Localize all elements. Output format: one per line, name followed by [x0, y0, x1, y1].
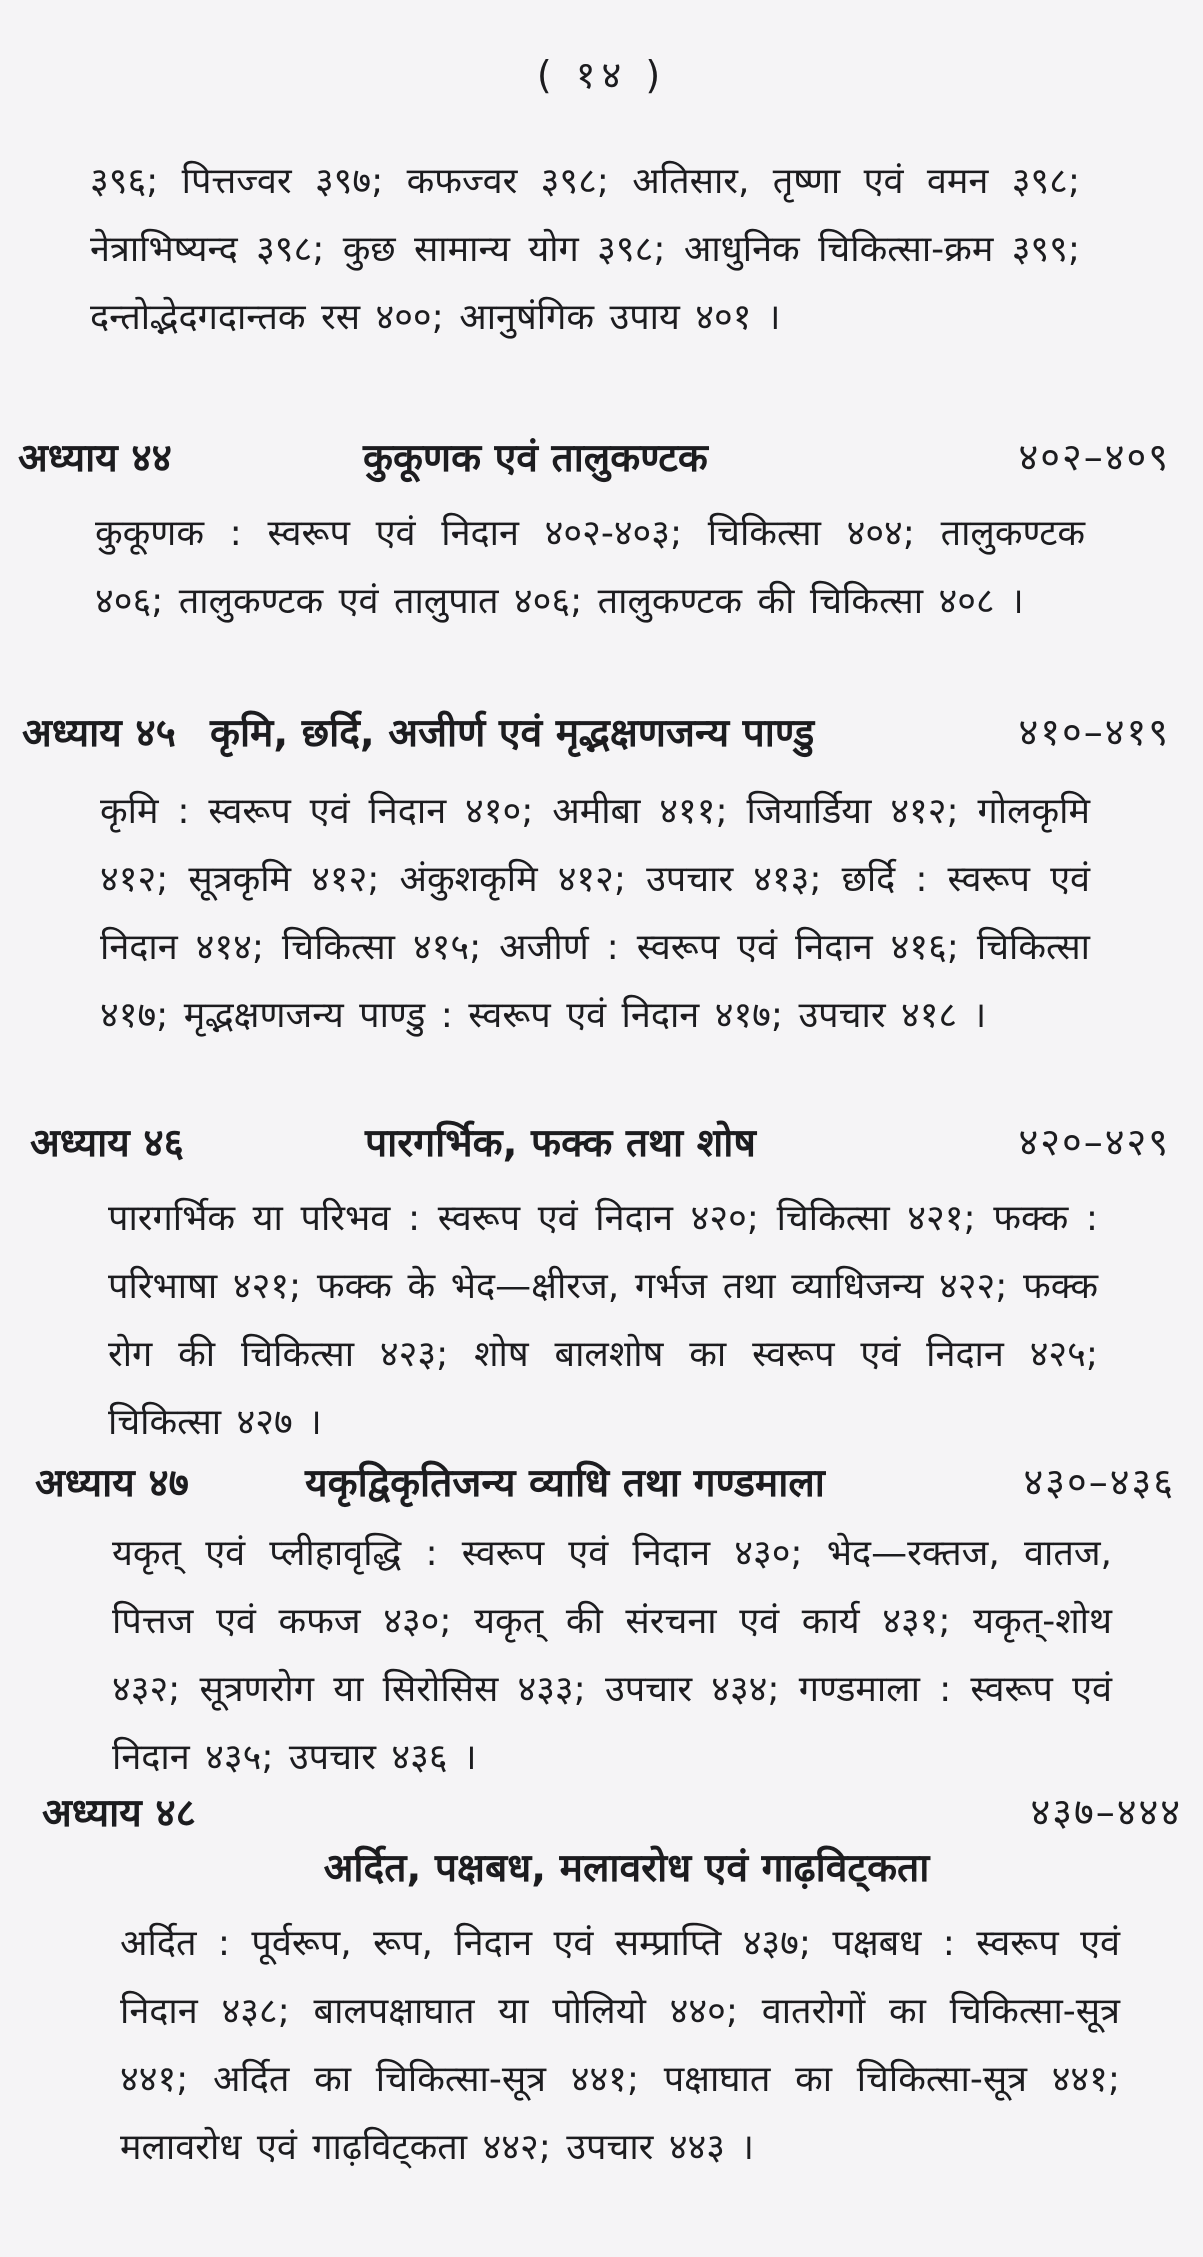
chapter-heading-48: [42, 1785, 1182, 1845]
intro-paragraph: ३९६; पित्तज्वर ३९७; कफज्वर ३९८; अतिसार, तृष्णा एवं वमन ३९८; नेत्राभिष्यन्द ३९८; कुछ सामान्य योग ३९८; आधुनिक चिकित्सा-क्रम ३९९; दन्तोद्भेदगदान्तक रस ४००; आनुषंगिक उपाय ४०१ ।: [90, 161, 1080, 338]
chapter-page-range: ४१०–४१९: [1018, 710, 1170, 754]
chapter-page-range: ४०२–४०९: [1018, 435, 1170, 479]
chapter-body-45: कृमि : स्वरूप एवं निदान ४१०; अमीबा ४११; जियार्डिया ४१२; गोलकृमि ४१२; सूत्रकृमि ४१२; अंकुशकृमि ४१२; उपचार ४१३; छर्दि : स्वरूप एवं निदान ४१४; चिकित्सा ४१५; अजीर्ण : स्वरूप एवं निदान ४१६; चिकित्सा ४१७; मृद्भक्षणजन्य पाण्डु : स्वरूप एवं निदान ४१७; उपचार ४१८ ।: [100, 791, 1090, 1036]
chapter-heading-44: [18, 430, 1170, 490]
page-number: ( १४ ): [536, 53, 667, 97]
chapter-body-46: पारगर्भिक या परिभव : स्वरूप एवं निदान ४२०; चिकित्सा ४२१; फक्क : परिभाषा ४२१; फक्क के भेद—क्षीरज, गर्भज तथा व्याधिजन्य ४२२; फक्क रोग की चिकित्सा ४२३; शोष बालशोष का स्वरूप एवं निदान ४२५; चिकित्सा ४२७ ।: [108, 1198, 1098, 1443]
chapter-body-47: यकृत् एवं प्लीहावृद्धि : स्वरूप एवं निदान ४३०; भेद—रक्तज, वातज, पित्तज एवं कफज ४३०; यकृत् की संरचना एवं कार्य ४३१; यकृत्-शोथ ४३२; सूत्रणरोग या सिरोसिस ४३३; उपचार ४३४; गण्डमाला : स्वरूप एवं निदान ४३५; उपचार ४३६ ।: [112, 1533, 1112, 1778]
chapter-body-44: कुकूणक : स्वरूप एवं निदान ४०२-४०३; चिकित्सा ४०४; तालुकण्टक ४०६; तालुकण्टक एवं तालुपात ४०६; तालुकण्टक की चिकित्सा ४०८ ।: [95, 513, 1085, 622]
chapter-number: अध्याय ४७: [35, 1461, 189, 1506]
chapter-title: पारगर्भिक, फक्क तथा शोष: [365, 1121, 756, 1166]
chapter-title: कृमि, छर्दि, अजीर्ण एवं मृद्भक्षणजन्य पाण्डु: [210, 711, 815, 756]
chapter-heading-45: [22, 705, 1170, 765]
chapter-page-range: ४२०–४२९: [1018, 1120, 1170, 1164]
chapter-heading-46: [30, 1115, 1170, 1175]
chapter-number: अध्याय ४६: [30, 1121, 184, 1166]
chapter-body-48: अर्दित : पूर्वरूप, रूप, निदान एवं सम्प्राप्ति ४३७; पक्षबध : स्वरूप एवं निदान ४३८; बालपक्षाघात या पोलियो ४४०; वातरोगों का चिकित्सा-सूत्र ४४१; अर्दित का चिकित्सा-सूत्र ४४१; पक्षाघात का चिकित्सा-सूत्र ४४१; मलावरोध एवं गाढ़विट्कता ४४२; उपचार ४४३ ।: [120, 1923, 1120, 2168]
chapter-page-range: ४३७–४४४: [1030, 1790, 1182, 1834]
chapter-heading-47: [35, 1455, 1175, 1515]
chapter-number: अध्याय ४५: [22, 711, 176, 756]
chapter-number: अध्याय ४८: [42, 1791, 196, 1836]
chapter-title-48: अर्दित, पक्षबध, मलावरोध एवं गाढ़विट्कता: [323, 1846, 930, 1891]
chapter-title: यकृद्विकृतिजन्य व्याधि तथा गण्डमाला: [305, 1461, 825, 1506]
chapter-number: अध्याय ४४: [18, 436, 172, 481]
chapter-page-range: ४३०–४३६: [1023, 1460, 1175, 1504]
chapter-title: कुकूणक एवं तालुकण्टक: [363, 436, 708, 481]
